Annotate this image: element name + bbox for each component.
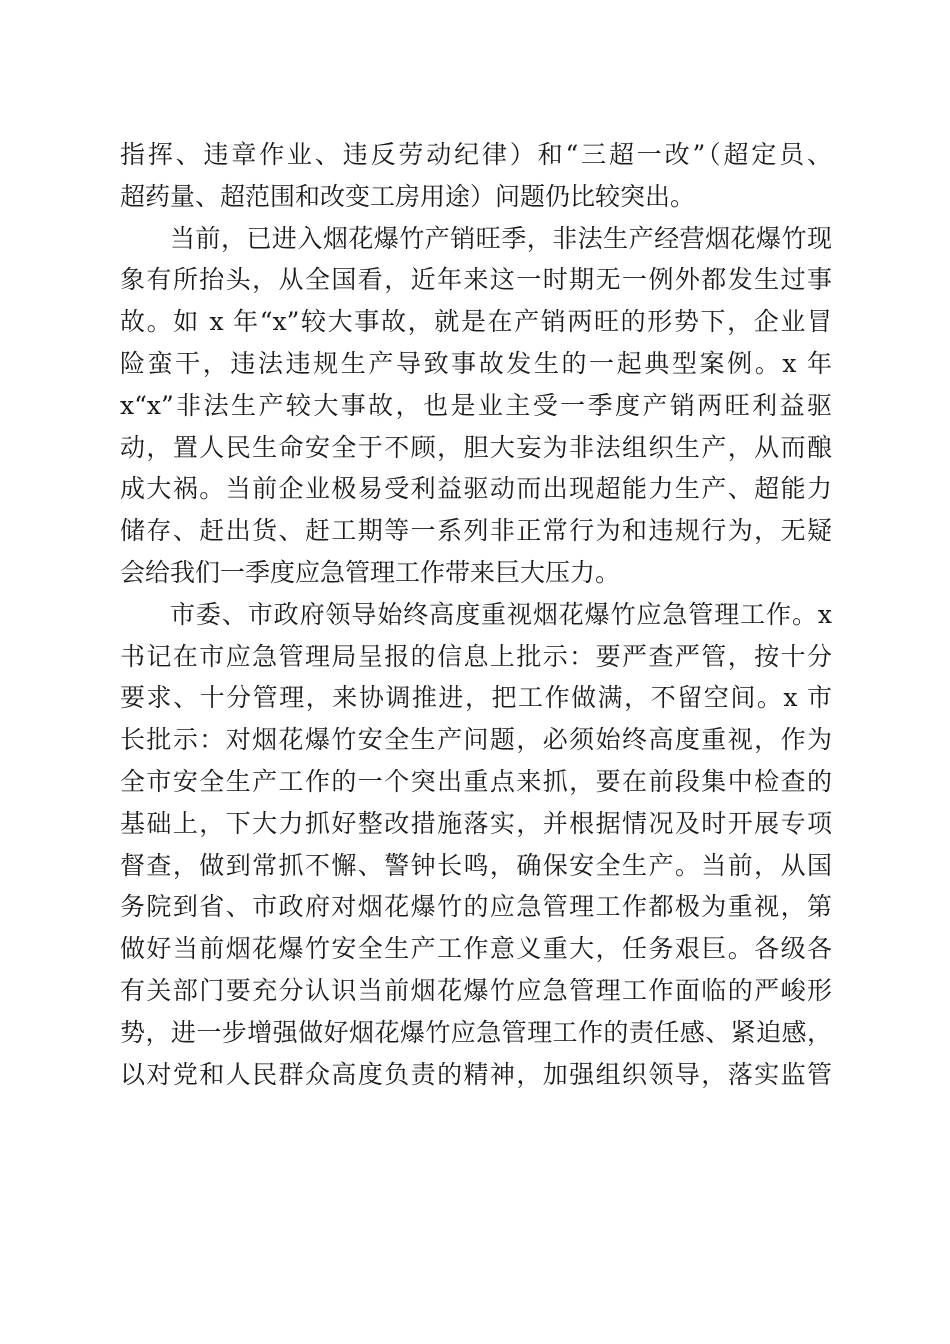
text-line: 动，置人民生命安全于不顾，胆大妄为非法组织生产，从而酿 bbox=[120, 432, 832, 462]
text-line: 故。如 x 年“x”较大事故，就是在产销两旺的形势下，企业冒 bbox=[120, 307, 832, 337]
text-line: 险蛮干，违法违规生产导致事故发生的一起典型案例。x 年 bbox=[120, 348, 832, 378]
text-line: 书记在市应急管理局呈报的信息上批示：要严查严管，按十分 bbox=[120, 641, 832, 671]
text-line: 指挥、违章作业、违反劳动纪律）和“三超一改”（超定员、 bbox=[120, 140, 832, 169]
text-line: 储存、赶出货、赶工期等一系列非正常行为和违规行为，无疑 bbox=[120, 516, 832, 546]
text-line: 全市安全生产工作的一个突出重点来抓，要在前段集中检查的 bbox=[120, 766, 832, 796]
paragraph-2 bbox=[120, 218, 832, 594]
paragraph-3 bbox=[120, 594, 832, 1096]
text-line: 市委、市政府领导始终高度重视烟花爆竹应急管理工作。x bbox=[170, 599, 832, 629]
text-line: x“x”非法生产较大事故，也是业主受一季度产销两旺利益驱 bbox=[120, 390, 832, 420]
paragraph-1 bbox=[120, 134, 832, 218]
text-line: 做好当前烟花爆竹安全生产工作意义重大，任务艰巨。各级各 bbox=[120, 934, 832, 964]
text-line: 以对党和人民群众高度负责的精神，加强组织领导，落实监管 bbox=[120, 1059, 832, 1089]
text-line: 基础上，下大力抓好整改措施落实，并根据情况及时开展专项 bbox=[120, 808, 832, 838]
body-text bbox=[120, 134, 832, 1095]
text-line: 务院到省、市政府对烟花爆竹的应急管理工作都极为重视，第 bbox=[120, 892, 832, 922]
text-line: 当前，已进入烟花爆竹产销旺季，非法生产经营烟花爆竹现 bbox=[170, 223, 832, 253]
text-line: 要求、十分管理，来协调推进，把工作做满，不留空间。x 市 bbox=[120, 683, 832, 713]
text-line: 成大祸。当前企业极易受利益驱动而出现超能力生产、超能力 bbox=[120, 474, 832, 504]
text-line: 长批示：对烟花爆竹安全生产问题，必须始终高度重视，作为 bbox=[120, 725, 832, 755]
text-line: 超药量、超范围和改变工房用途）问题仍比较突出。 bbox=[120, 181, 696, 211]
text-line: 督查，做到常抓不懈、警钟长鸣，确保安全生产。当前，从国 bbox=[120, 850, 832, 880]
text-line: 势，进一步增强做好烟花爆竹应急管理工作的责任感、紧迫感， bbox=[120, 1017, 832, 1047]
text-line: 象有所抬头，从全国看，近年来这一时期无一例外都发生过事 bbox=[120, 265, 832, 295]
text-line: 会给我们一季度应急管理工作带来巨大压力。 bbox=[120, 557, 621, 587]
text-line: 有关部门要充分认识当前烟花爆竹应急管理工作面临的严峻形 bbox=[120, 975, 832, 1005]
